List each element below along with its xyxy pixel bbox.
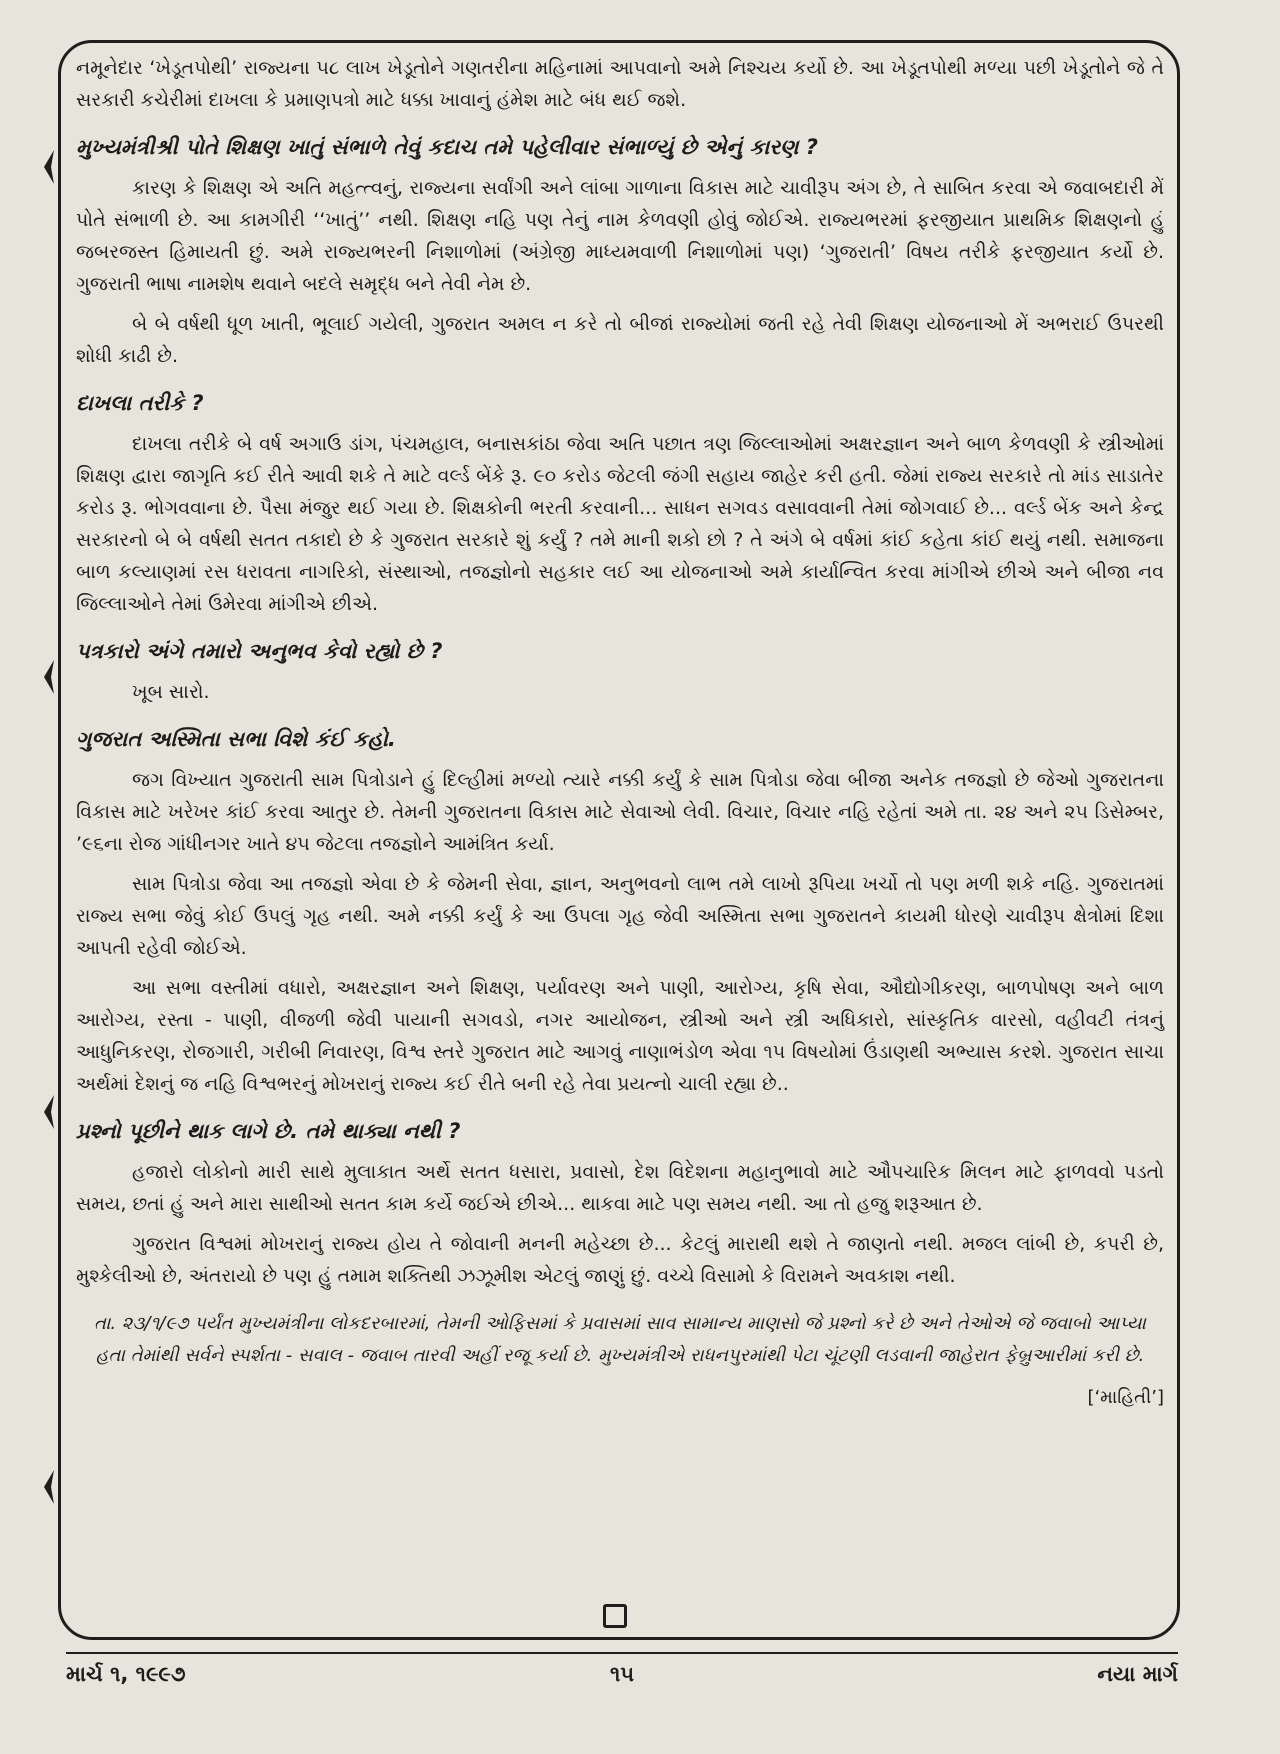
article-body <box>76 52 1164 1414</box>
question-heading: પત્રકારો અંગે તમારો અનુભવ કેવો રહ્યો છે ? <box>76 639 443 663</box>
answer-paragraph: ખૂબ સારો. <box>132 681 210 703</box>
answer-paragraph: ગુજરાત વિશ્વમાં મોખરાનું રાજ્ય હોય તે જોવાની મનની મહેચ્છા છે... કેટલું મારાથી થશે તે જાણતો નથી. મજલ લાંબી છે, કપરી છે, મુશ્કેલીઓ છે, અંતરાયો છે પણ હું તમામ શક્તિથી ઝઝૂમીશ એટલું જાણું છું. વચ્ચે વિસામો કે વિરામને અવકાશ નથી. <box>76 1233 1164 1287</box>
answer-paragraph: બે બે વર્ષથી ધૂળ ખાતી, ભૂલાઈ ગયેલી, ગુજરાત અમલ ન કરે તો બીજાં રાજ્યોમાં જતી રહે તેવી શિક્ષણ યોજનાઓ મેં અભરાઈ ઉપરથી શોધી કાઢી છે. <box>76 313 1164 367</box>
question-heading: દાખલા તરીકે ? <box>76 391 204 415</box>
binding-tear-mark <box>42 1095 58 1129</box>
answer-paragraph: હજારો લોકોનો મારી સાથે મુલાકાત અર્થે સતત ધસારા, પ્રવાસો, દેશ વિદેશના મહાનુભાવો માટે ઔપચારિક મિલન માટે ફાળવવો પડતો સમય, છતાં હું અને મારા સાથીઓ સતત કામ કર્યે જઈએ છીએ... થાકવા માટે પણ સમય નથી. આ તો હજુ શરૂઆત છે. <box>76 1161 1164 1215</box>
answer-paragraph: જગ વિખ્યાત ગુજરાતી સામ પિત્રોડાને હું દિલ્હીમાં મળ્યો ત્યારે નક્કી કર્યું કે સામ પિત્રોડા જેવા બીજા અનેક તજજ્ઞો છે જેઓ ગુજરાતના વિકાસ માટે ખરેખર કાંઈ કરવા આતુર છે. તેમની ગુજરાતના વિકાસ માટે સેવાઓ લેવી. વિચાર, વિચાર નહિ રહેતાં અમે તા. ૨૪ અને ૨૫ ડિસેમ્બર, ’૯૬ના રોજ ગાંધીનગર ખાતે ૪૫ જેટલા તજજ્ઞોને આમંત્રિત કર્યા. <box>76 769 1164 855</box>
question-heading: ગુજરાત અસ્મિતા સભા વિશે કંઈ કહો. <box>76 727 396 751</box>
end-of-article-box-icon <box>603 1604 627 1628</box>
question-heading: મુખ્યમંત્રીશ્રી પોતે શિક્ષણ ખાતું સંભાળે તેવું કદાચ તમે પહેલીવાર સંભાળ્યું છે એનું કારણ ? <box>76 135 818 159</box>
answer-paragraph: કારણ કે શિક્ષણ એ અતિ મહત્ત્વનું, રાજ્યના સર્વાંગી અને લાંબા ગાળાના વિકાસ માટે ચાવીરૂપ અંગ છે, તે સાબિત કરવા એ જવાબદારી મેં પોતે સંભાળી છે. આ કામગીરી ‘‘ખાતું’’ નથી. શિક્ષણ નહિ પણ તેનું નામ કેળવણી હોવું જોઈએ. રાજ્યભરમાં ફરજીયાત પ્રાથમિક શિક્ષણનો હું જબરજસ્ત હિમાયતી છું. અમે રાજ્યભરની નિશાળોમાં (અંગ્રેજી માધ્યમવાળી નિશાળોમાં પણ) ‘ગુજરાતી’ વિષય તરીકે ફરજીયાત કર્યો છે. ગુજરાતી ભાષા નામશેષ થવાને બદલે સમૃદ્ધ બને તેવી નેમ છે. <box>76 177 1164 295</box>
answer-paragraph: સામ પિત્રોડા જેવા આ તજજ્ઞો એવા છે કે જેમની સેવા, જ્ઞાન, અનુભવનો લાભ તમે લાખો રૂપિયા ખર્ચો તો પણ મળી શકે નહિ. ગુજરાતમાં રાજ્ય સભા જેવું કોઈ ઉપલું ગૃહ નથી. અમે નક્કી કર્યું કે આ ઉપલા ગૃહ જેવી અસ્મિતા સભા ગુજરાતને કાયમી ધોરણે ચાવીરૂપ ક્ષેત્રોમાં દિશા આપતી રહેવી જોઈએ. <box>76 873 1164 959</box>
binding-tear-mark <box>42 660 58 694</box>
intro-paragraph: નમૂનેદાર ‘ખેડૂતપોથી’ રાજ્યના ૫૮ લાખ ખેડૂતોને ગણતરીના મહિનામાં આપવાનો અમે નિશ્ચય કર્યો છે. આ ખેડૂતપોથી મળ્યા પછી ખેડૂતોને જે તે સરકારી કચેરીમાં દાખલા કે પ્રમાણપત્રો માટે ધક્કા ખાવાનું હંમેશ માટે બંધ થઈ જશે. <box>76 57 1164 111</box>
answer-paragraph: આ સભા વસ્તીમાં વધારો, અક્ષરજ્ઞાન અને શિક્ષણ, પર્યાવરણ અને પાણી, આરોગ્ય, કૃષિ સેવા, ઔદ્યોગીકરણ, બાળપોષણ અને બાળ આરોગ્ય, રસ્તા - પાણી, વીજળી જેવી પાયાની સગવડો, નગર આયોજન, સ્ત્રીઓ અને સ્ત્રી અધિકારો, સાંસ્કૃતિક વારસો, વહીવટી તંત્રનું આધુનિકરણ, રોજગારી, ગરીબી નિવારણ, વિશ્વ સ્તરે ગુજરાત માટે આગવું નાણાભંડોળ એવા ૧૫ વિષયોમાં ઉંડાણથી અભ્યાસ કરશે. ગુજરાત સાચા અર્થમાં દેશનું જ નહિ વિશ્વભરનું મોખરાનું રાજ્ય કઈ રીતે બની રહે તેવા પ્રયત્નો ચાલી રહ્યા છે.. <box>76 977 1164 1095</box>
source-credit: [‘માહિતી’] <box>1087 1387 1164 1408</box>
answer-paragraph: દાખલા તરીકે બે વર્ષ અગાઉ ડાંગ, પંચમહાલ, બનાસકાંઠા જેવા અતિ પછાત ત્રણ જિલ્લાઓમાં અક્ષરજ્ઞાન અને બાળ કેળવણી કે સ્ત્રીઓમાં શિક્ષણ દ્વારા જાગૃતિ કઈ રીતે આવી શકે તે માટે વર્લ્ડ બેંકે રૂ. ૯૦ કરોડ જેટલી જંગી સહાય જાહેર કરી હતી. જેમાં રાજ્ય સરકારે તો માંડ સાડાતેર કરોડ રૂ. ભોગવવાના છે. પૈસા મંજુર થઈ ગયા છે. શિક્ષકોની ભરતી કરવાની... સાધન સગવડ વસાવવાની તેમાં જોગવાઈ છે... વર્લ્ડ બેંક અને કેન્દ્ર સરકારનો બે બે વર્ષથી સતત તકાદો છે કે ગુજરાત સરકારે શું કર્યું ? તમે માની શકો છો ? તે અંગે બે વર્ષમાં કાંઈ કહેતા કાંઈ થયું નથી. સમાજના બાળ કલ્યાણમાં રસ ધરાવતા નાગરિકો, સંસ્થાઓ, તજજ્ઞોનો સહકાર લઈ આ યોજનાઓ અમે કાર્યાન્વિત કરવા માંગીએ છીએ અને બીજા નવ જિલ્લાઓને તેમાં ઉમેરવા માંગીએ છીએ. <box>76 433 1164 615</box>
binding-tear-mark <box>42 1470 58 1504</box>
footer-date: માર્ચ ૧, ૧૯૯૭ <box>66 1662 186 1686</box>
publication-name: નયા માર્ગ <box>1097 1662 1178 1686</box>
page-footer <box>66 1662 1178 1694</box>
footer-divider <box>66 1652 1178 1654</box>
editorial-note: તા. ૨૩/૧/૯૭ પર્યંત મુખ્યમંત્રીના લોકદરબારમાં, તેમની ઓફિસમાં કે પ્રવાસમાં સાવ સામાન્ય માણસો જે પ્રશ્નો કરે છે અને તેઓએ જે જવાબો આપ્યા હતા તેમાંથી સર્વને સ્પર્શતા - સવાલ - જવાબ તારવી અહીં રજૂ કર્યા છે. મુખ્યમંત્રીએ રાધનપુરમાંથી પેટા ચૂંટણી લડવાની જાહેરાત ફેબ્રુઆરીમાં કરી છે. <box>94 1313 1146 1366</box>
question-heading: પ્રશ્નો પૂછીને થાક લાગે છે. તમે થાક્યા નથી ? <box>76 1119 461 1143</box>
page-number: ૧૫ <box>609 1662 635 1686</box>
binding-tear-mark <box>42 150 58 184</box>
